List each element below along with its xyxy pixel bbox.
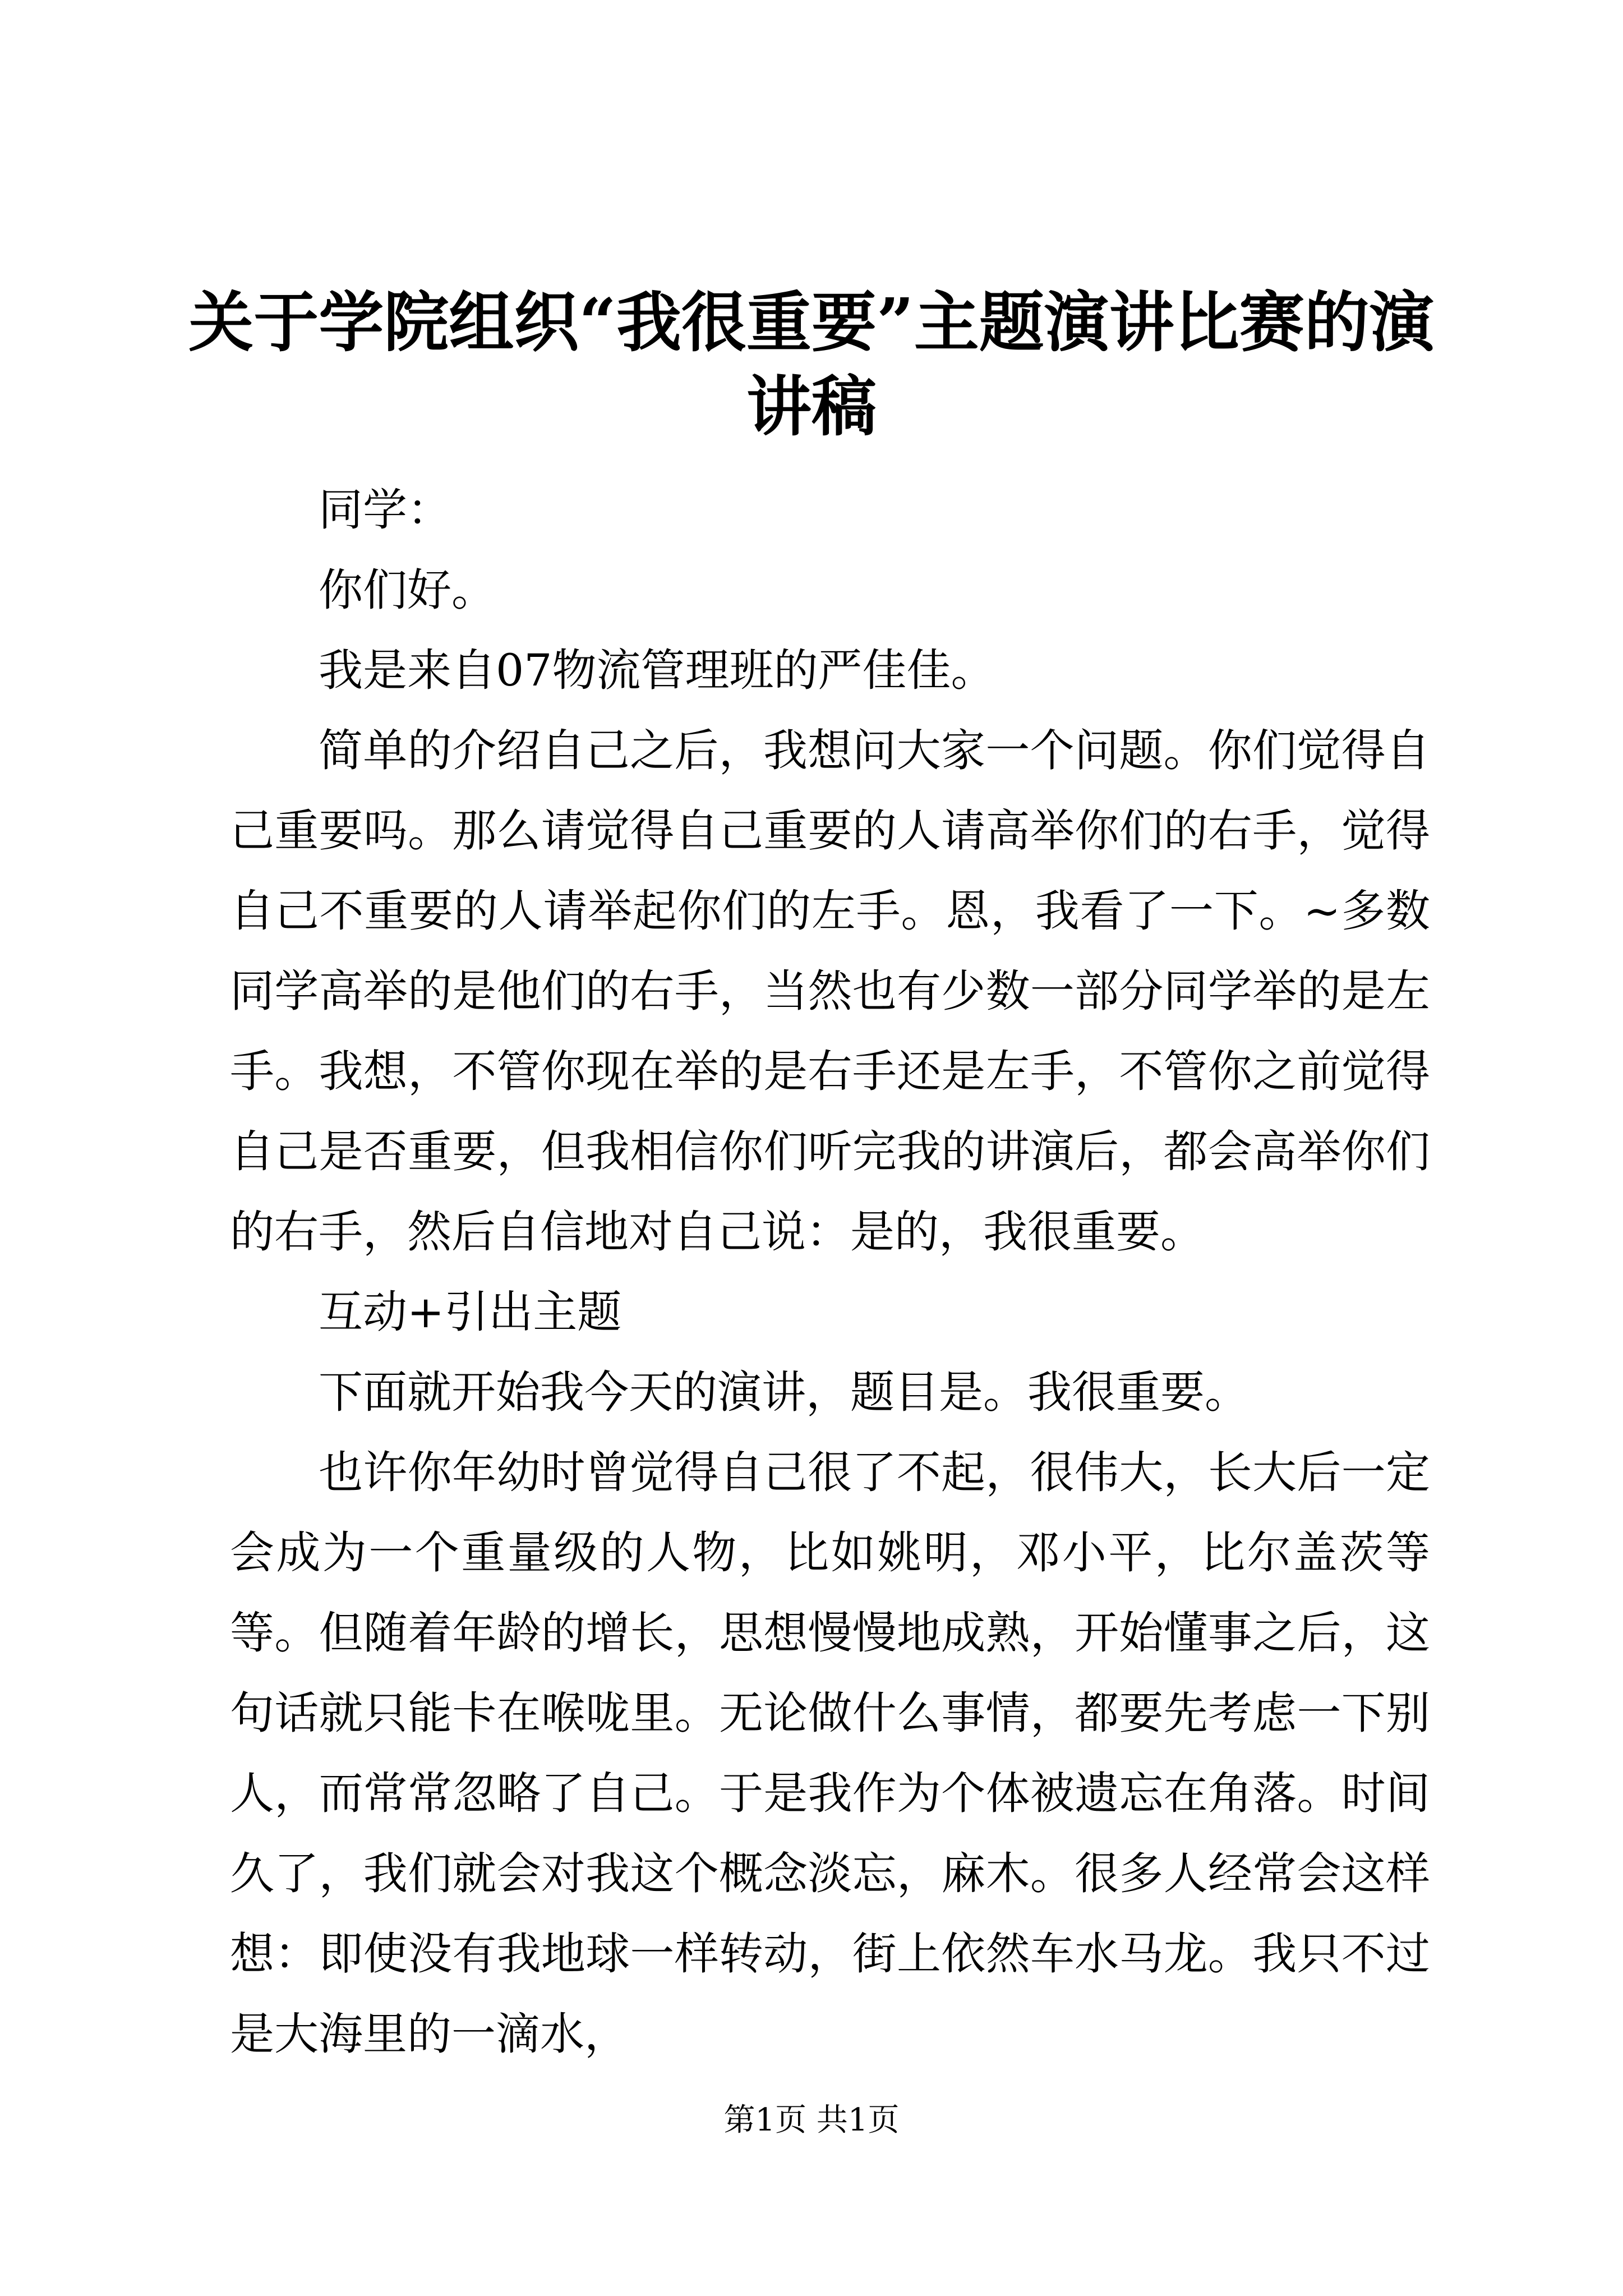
document-title: 关于学院组织“我很重要”主题演讲比赛的演讲稿	[188, 284, 1435, 445]
paragraph-body: 也许你年幼时曾觉得自己很了不起，很伟大，长大后一定会成为一个重量级的人物，比如姚明，邓小平，比尔盖茨等等。但随着年龄的增长，思想慢慢地成熟，开始懂事之后，这句话就只能卡在喉咙里。无论做什么事情，都要先考虑一下别人，而常常忽略了自己。于是我作为个体被遗忘在角落。时间久了，我们就会对我这个概念淡忘，麻木。很多人经常会这样想：即使没有我地球一样转动，街上依然车水马龙。我只不过是大海里的一滴水，	[230, 1447, 1430, 2060]
document-body	[230, 470, 1430, 2074]
paragraph-greeting: 同学：	[319, 484, 451, 536]
paragraph-topic: 下面就开始我今天的演讲，题目是。我很重要。	[319, 1366, 1249, 1418]
paragraph-hello: 你们好。	[319, 564, 496, 616]
paragraph-note: 互动+引出主题	[319, 1286, 622, 1338]
paragraph-question: 简单的介绍自己之后，我想问大家一个问题。你们觉得自己重要吗。那么请觉得自己重要的人请高举你们的右手，觉得自己不重要的人请举起你们的左手。恩，我看了一下。~多数同学高举的是他们的右手，当然也有少数一部分同学举的是左手。我想，不管你现在举的是右手还是左手，不管你之前觉得自己是否重要，但我相信你们听完我的讲演后，都会高举你们的右手，然后自信地对自己说：是的，我很重要。	[230, 725, 1430, 1258]
page-footer: 第1页 共1页	[723, 2102, 900, 2138]
paragraph-self-intro: 我是来自07物流管理班的严佳佳。	[319, 645, 995, 696]
